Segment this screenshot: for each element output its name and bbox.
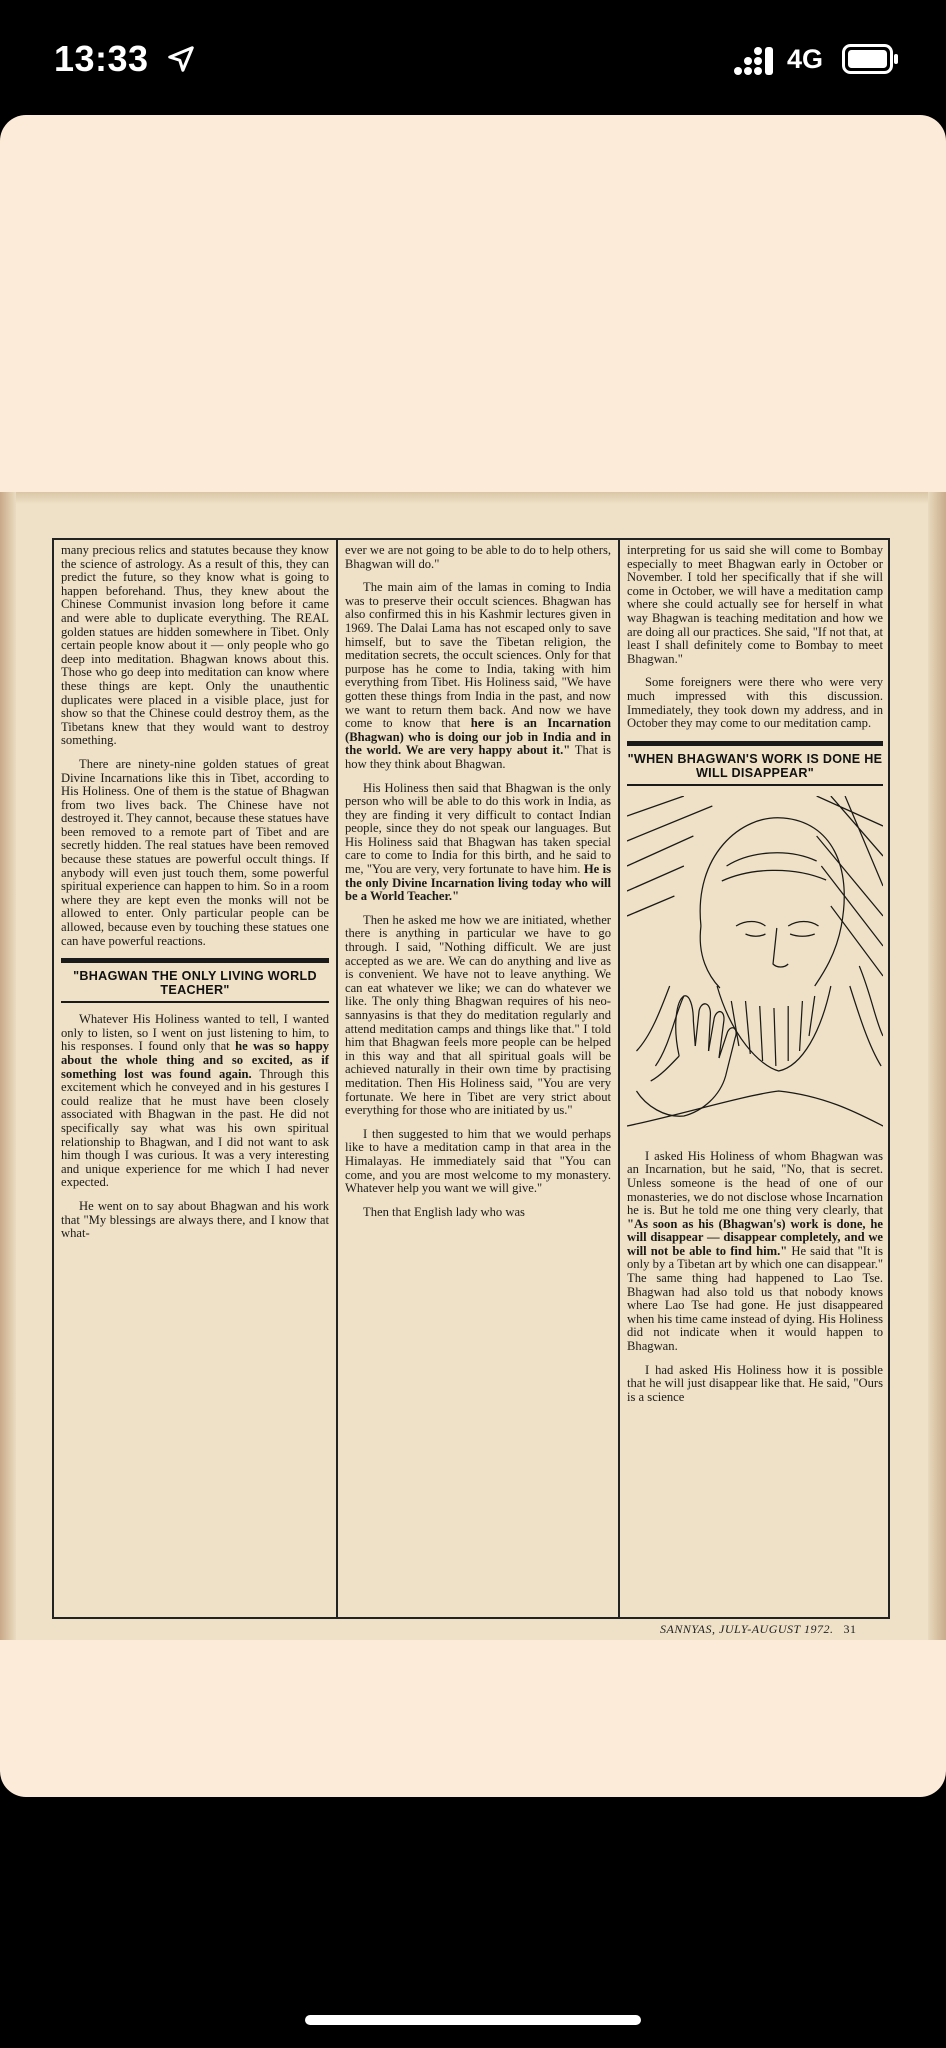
section-heading-disappear: "WHEN BHAGWAN'S WORK IS DONE HE WILL DISAPPEAR" (627, 741, 883, 786)
col1-paragraph-2: There are ninety-nine golden statues of great Divine Incarnations like this in Tibet, according to His Holiness. One of them is the statue of Bhagwan from two lives back. The Chinese have not destroyed it. They cannot, because these statues have been removed to a remote part of Tibet and are secretly hidden. The real statues have been removed because these statues are powerful occult things. If anybody will even just touch them, some powerful spiritual experience can happen to him. So in a room where they are kept even the monks will not be allowed to enter. Only particular people can be allowed, because even by touching these statues one can have powerful reactions. (61, 756, 329, 948)
article-column-3 (620, 540, 890, 1617)
col2-p3-bold: He is the only Divine Incarnation living today who will be a World Teacher." (345, 862, 611, 904)
page-right-edge (928, 492, 946, 1640)
col3-p3-bold: "As soon as his (Bhagwan's) work is done, he will disappear — disappear completely, and we will not be able to find him." (627, 1216, 883, 1258)
col2-paragraph-1: ever we are not going to be able to do to help others, Bhagwan will do." (345, 543, 611, 571)
col3-paragraph-2: Some foreigners were there who were very much impressed with this discussion. Immediately, they took down my address, and in October they may come to our meditation camp. (627, 675, 883, 731)
article-column-2 (338, 540, 620, 1617)
article-frame (52, 538, 890, 1619)
page-number: 31 (843, 1622, 857, 1636)
col3-paragraph-4: I had asked His Holiness how it is possible that he will just disappear like that. He said, "Ours is a science (627, 1362, 883, 1404)
col1-paragraph-4: He went on to say about Bhagwan and his work that "My blessings are always there, and I know that what- (61, 1198, 329, 1241)
page-spine-edge (0, 492, 16, 1640)
status-time: 13:33 (54, 38, 149, 79)
col3-p3-text-a: I asked His Holiness of whom Bhagwan was an Incarnation, but he said, "No, that is secret. Unless someone is the head of one of our monasteries, we do not disclose whose Incarnation he is. But he told me one thing very clearly, that (627, 1148, 883, 1218)
page-footer (660, 1622, 857, 1637)
article-column-1 (54, 540, 338, 1617)
col1-paragraph-3 (61, 1013, 329, 1190)
publication-info: SANNYAS, JULY-AUGUST 1972. (660, 1622, 834, 1636)
battery-icon (842, 44, 900, 74)
home-indicator[interactable] (305, 2015, 641, 2025)
col2-paragraph-5: I then suggested to him that we would perhaps like to have a meditation camp in that area in the Himalayas. He immediately said that "You can come, and you are most welcome to my monastery. Whatever help you want we will give." (345, 1126, 611, 1196)
location-arrow-icon (166, 44, 196, 74)
section-heading-world-teacher: "BHAGWAN THE ONLY LIVING WORLD TEACHER" (61, 958, 329, 1003)
col1-p3-bold: he was so happy about the whole thing and so excited, as if something lost was found again. (61, 1039, 329, 1081)
network-label: 4G (787, 44, 824, 74)
col2-p2-text-a: The main aim of the lamas in coming to India was to preserve their occult sciences. Bhagwan has also confirmed this in his Kashmir lectures given in 1969. The Dalai Lama has not escaped only to save himself, but to save the Tibetan religion, the meditation secrets, the occult sciences. Only for that purpose has he come to India, taking with him everything from Tibet. His Holiness said, "We have gotten these things from India in the past, and now we want to return them back. And now we have come to know that (345, 580, 611, 731)
col3-paragraph-1: interpreting for us said she will come to Bombay especially to meet Bhagwan early in October or November. I told her specifically that if she will come in October, we will have a meditation camp where she could actually see for herself in what way Bhagwan is teaching meditation and how we are doing all our practices. She said, "If not that, at least I shall definitely come to Bombay to meet Bhagwan." (627, 543, 883, 666)
image-viewer-card[interactable] (0, 115, 946, 1797)
col2-paragraph-3 (345, 782, 611, 904)
signal-bars-icon (733, 46, 775, 76)
col1-paragraph-1: many precious relics and statutes because they know the science of astrology. As a result of this, they can predict the future, so they know what is going to happen beforehand. Thus, they knew about the Chinese Communist invasion long before it came and were able to duplicate everything. The REAL golden statues are hidden somewhere in Tibet. Only certain people know about it — only people who go deep into meditation. Bhagwan knows about this. Those who go deep into meditation can know where these things are kept. Only the unauthentic duplicates were placed in a visible place, just for show so that the Chinese could destroy them, as the Tibetans knew that they would want to destroy something. (61, 543, 329, 748)
status-bar (0, 0, 946, 115)
col2-p2-bold: here is an Incarnation (Bhagwan) who is doing our job in India and in the world. We are very happy about it." (345, 716, 611, 758)
col3-paragraph-3 (627, 1150, 883, 1354)
col2-paragraph-4: Then he asked me how we are initiated, whether there is anything in particular we have to go through. I said, "Nothing difficult. We are just accepted as we are. We can do anything and live as is convenient. We have not to leave anything. We can eat whatever we like; we can do whatever we like. The only thing Bhagwan requires of his neo-sannyasins is that they do meditation regularly and attend meditation camps and things like that." I told him that Bhagwan feels more people can be helped in this way and that all spiritual goals will be achieved naturally in their own time by practising meditation. Then His Holiness said, "You are very fortunate. We here in Tibet are very strict about everything for those who are initiated by us." (345, 912, 611, 1118)
page-top-shade (0, 492, 946, 504)
bhagwan-sketch-illustration (627, 796, 883, 1136)
col3-p3-text-c: He said that "It is only by a Tibetan art by which one can disappear." The same thing had happened to Lao Tse. Bhagwan had also told us that nobody knows where Lao Tse had gone. He just disappeared when his time came instead of dying. His Holiness did not indicate when it would happen to Bhagwan. (627, 1243, 883, 1354)
col2-p2-text-c: That is how they think about Bhagwan. (345, 743, 611, 771)
col2-p3-text-a: His Holiness then said that Bhagwan is the only person who will be able to do this work in India, as they are finding it very difficult to contact Indian people, since they do not speak our languages. But His Holiness said that Bhagwan has taken special care to come to India for this birth, and he said to me, "You are very, very fortunate to have him. (345, 780, 611, 877)
col1-p3-text-c: Through this excitement which he conveyed and in his gestures I could realize that he must have been closely associated with Bhagwan in the past. He did not specifically say what was his own spiritual relationship to Bhagwan, and I did not want to ask him though I was curious. It was a very interesting and unique experience for me which I had never expected. (61, 1066, 329, 1190)
col2-paragraph-6: Then that English lady who was (363, 1204, 525, 1219)
scanned-magazine-page[interactable] (0, 492, 946, 1640)
col1-p3-text-a: Whatever His Holiness wanted to tell, I wanted only to listen, so I went on just listening to him, to his responses. I found only that (61, 1012, 329, 1054)
col2-paragraph-2 (345, 581, 611, 771)
